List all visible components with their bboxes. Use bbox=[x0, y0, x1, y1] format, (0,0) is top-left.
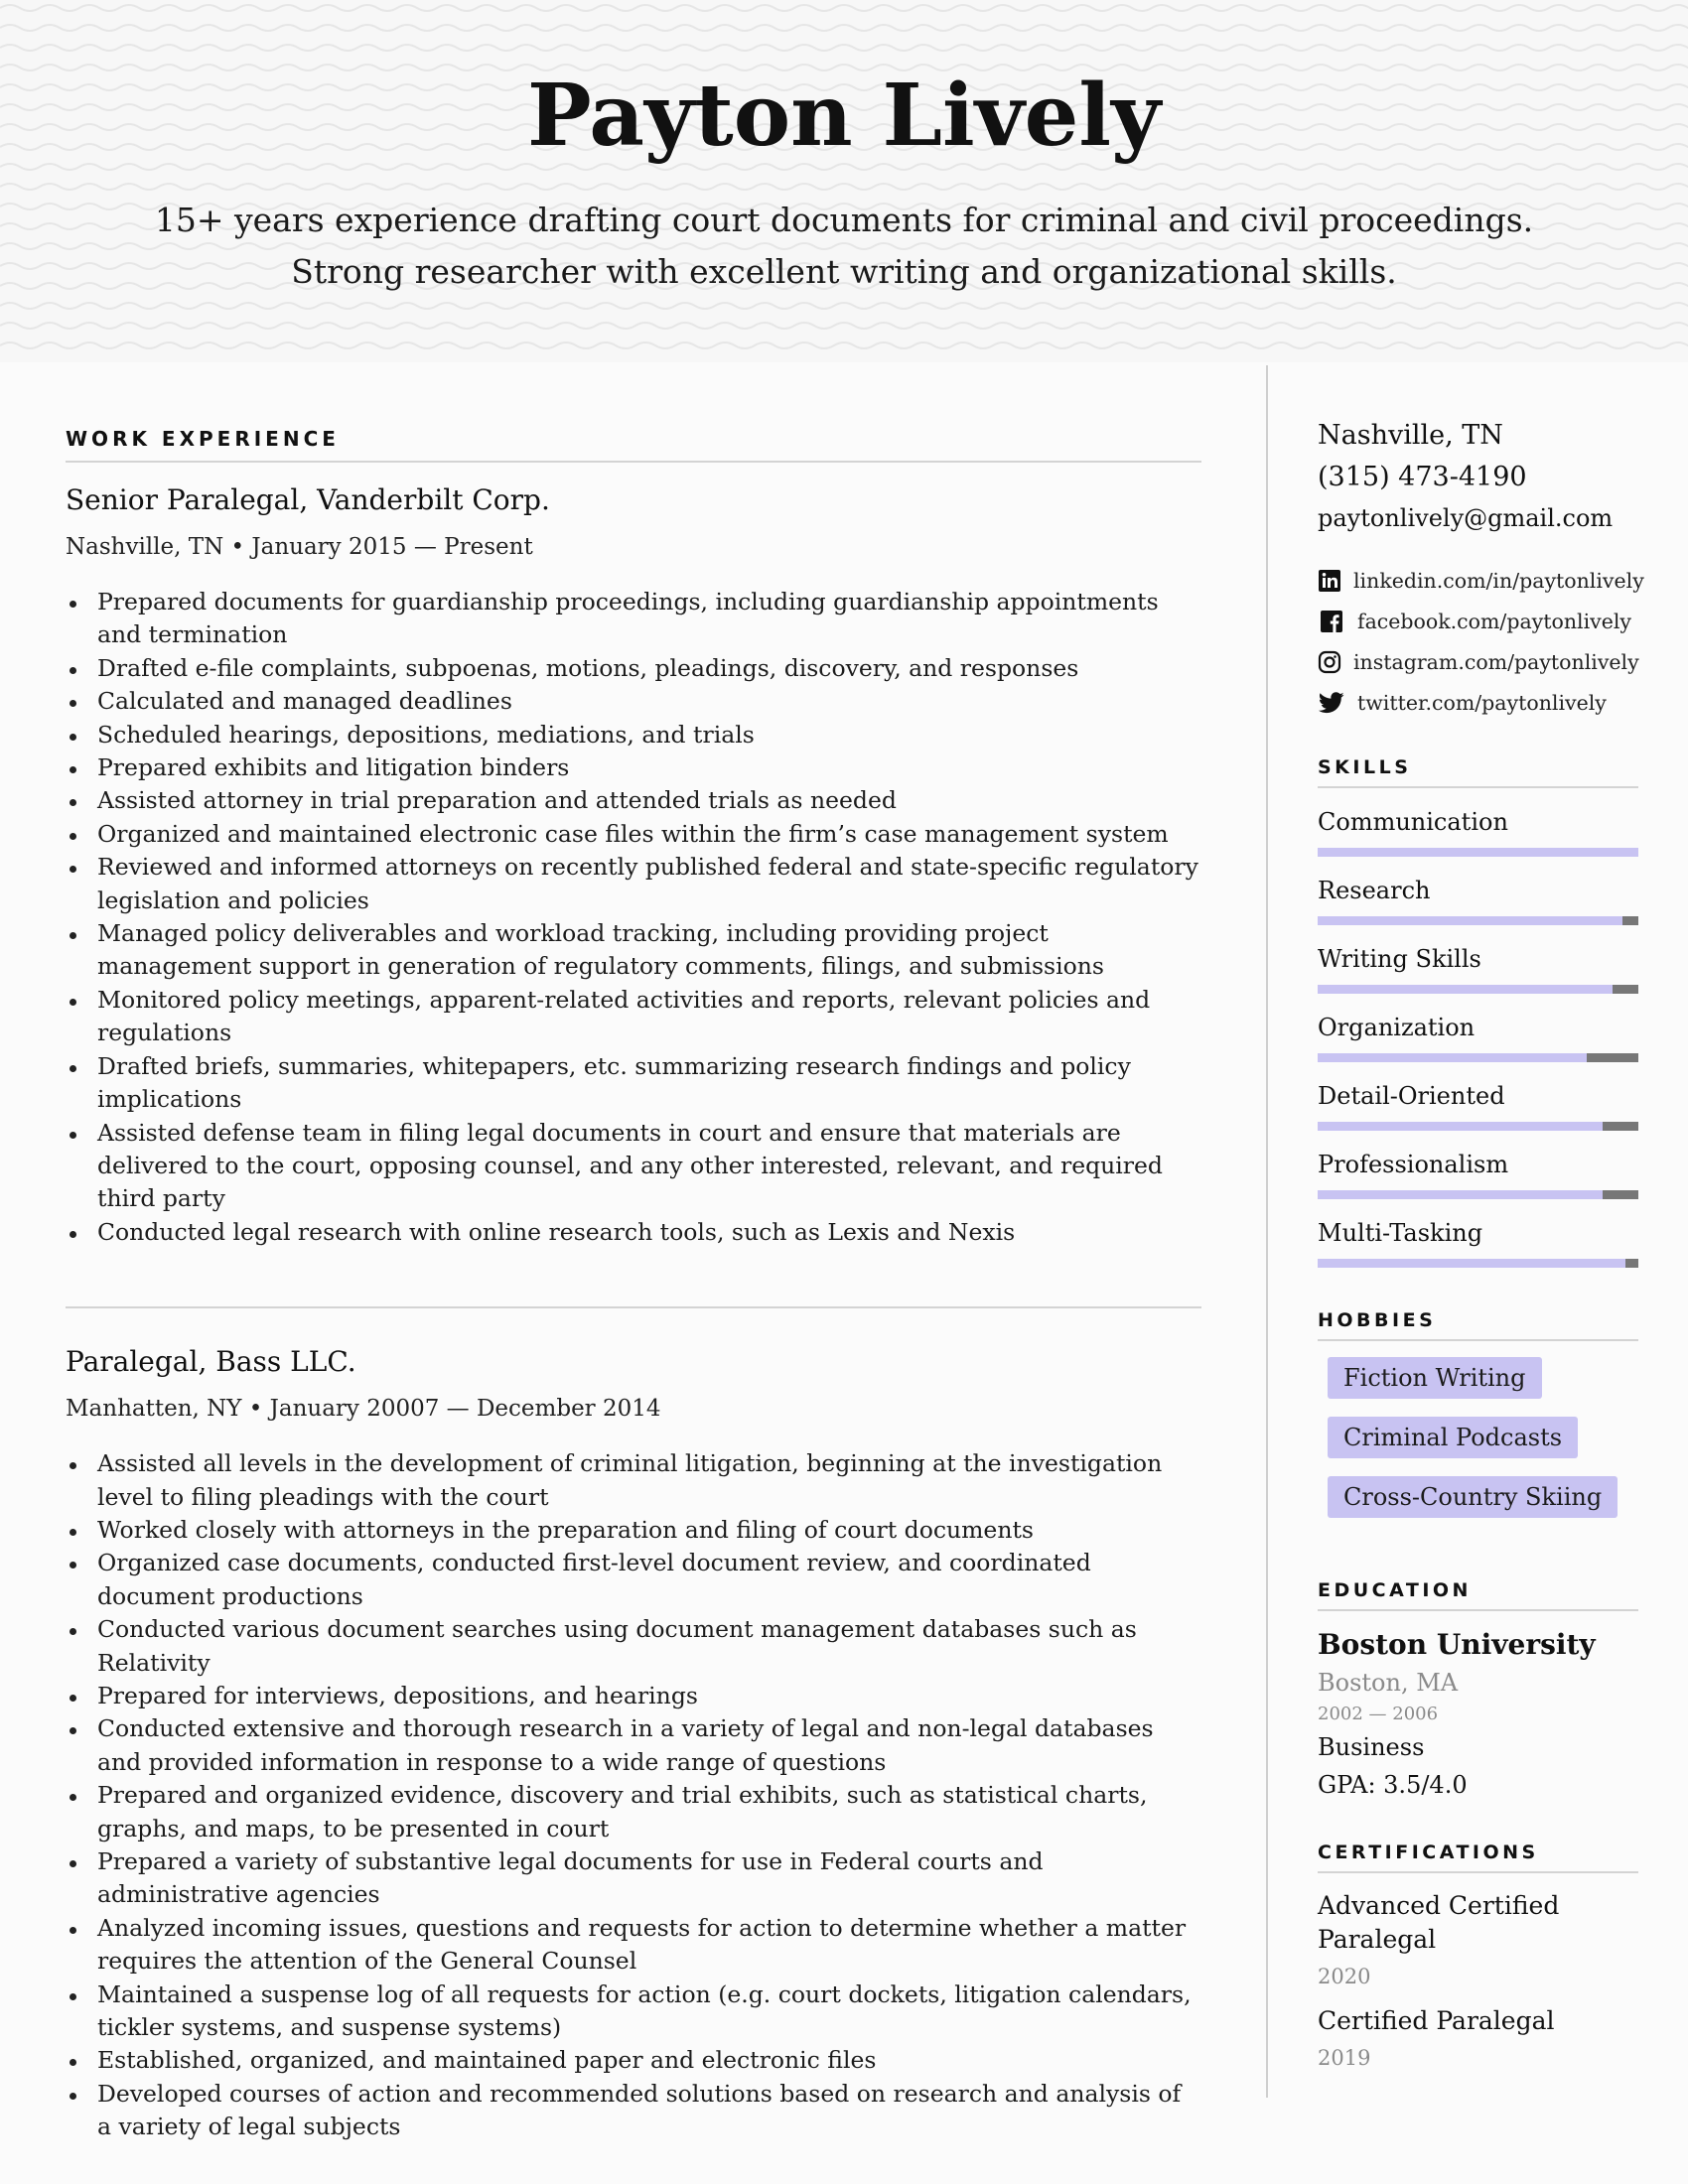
section-rule bbox=[1318, 1609, 1638, 1611]
job-bullet: Reviewed and informed attorneys on recently published federal and state-specific regulatory legislation and policies bbox=[97, 851, 1201, 917]
skill-name: Writing Skills bbox=[1318, 945, 1481, 973]
job-title: Senior Paralegal, Vanderbilt Corp. bbox=[66, 483, 550, 516]
job-bullet: Worked closely with attorneys in the preparation and filing of court documents bbox=[97, 1514, 1201, 1547]
skill-name: Organization bbox=[1318, 1014, 1476, 1041]
wave-pattern-background bbox=[0, 0, 1688, 362]
skill-level-bar bbox=[1318, 916, 1638, 925]
education-location: Boston, MA bbox=[1318, 1669, 1459, 1697]
job-bullet: Assisted attorney in trial preparation and attended trials as needed bbox=[97, 784, 1201, 817]
section-rule bbox=[1318, 1339, 1638, 1341]
contact-email[interactable]: paytonlively@gmail.com bbox=[1318, 504, 1614, 532]
hobby-tag: Fiction Writing bbox=[1328, 1357, 1542, 1399]
hobbies-heading: HOBBIES bbox=[1318, 1309, 1437, 1331]
skill-level-fill bbox=[1318, 985, 1613, 994]
education-heading: EDUCATION bbox=[1318, 1579, 1472, 1601]
main-column bbox=[66, 427, 1201, 2144]
skill-level-bar bbox=[1318, 848, 1638, 857]
job-bullet: Organized case documents, conducted first-level document review, and coordinated document productions bbox=[97, 1547, 1201, 1613]
job-bullets bbox=[66, 586, 1201, 1249]
job-bullet: Monitored policy meetings, apparent-related activities and reports, relevant policies and regulations bbox=[97, 984, 1201, 1050]
job-bullet: Developed courses of action and recommended solutions based on research and analysis of a variety of legal subjects bbox=[97, 2078, 1201, 2144]
side-column bbox=[1318, 415, 1644, 2078]
job-bullet: Managed policy deliverables and workload tracking, including providing project management support in generation of regulatory comments, filings, and submissions bbox=[97, 917, 1201, 984]
certification-name: Certified Paralegal bbox=[1318, 2006, 1555, 2035]
section-rule bbox=[1318, 1871, 1638, 1873]
skill-level-bar bbox=[1318, 1053, 1638, 1062]
education-school: Boston University bbox=[1318, 1628, 1596, 1661]
job-meta: Manhatten, NY • January 20007 — December 2014 bbox=[66, 1396, 661, 1423]
skill-item bbox=[1318, 1012, 1638, 1062]
skills-section bbox=[1318, 756, 1638, 1268]
job-bullet: Maintained a suspense log of all requests for action (e.g. court dockets, litigation calendars, tickler systems, and suspense systems) bbox=[97, 1979, 1201, 2045]
job-bullet: Analyzed incoming issues, questions and requests for action to determine whether a matter requires the attention of the General Counsel bbox=[97, 1912, 1201, 1979]
education-field: Business bbox=[1318, 1733, 1425, 1761]
social-link-twitter[interactable] bbox=[1318, 682, 1638, 723]
job-bullet: Organized and maintained electronic case files within the firm’s case management system bbox=[97, 818, 1201, 851]
skill-level-bar bbox=[1318, 985, 1638, 994]
job-bullet: Prepared documents for guardianship proceedings, including guardianship appointments and termination bbox=[97, 586, 1201, 652]
education-years: 2002 — 2006 bbox=[1318, 1704, 1439, 1724]
skill-name: Communication bbox=[1318, 808, 1508, 836]
job-bullet: Assisted all levels in the development of criminal litigation, beginning at the investigation level to filing pleadings with the court bbox=[97, 1447, 1201, 1514]
job-bullet: Conducted legal research with online research tools, such as Lexis and Nexis bbox=[97, 1216, 1201, 1249]
skill-item bbox=[1318, 1080, 1638, 1131]
skill-level-fill bbox=[1318, 1053, 1587, 1062]
skill-name: Multi-Tasking bbox=[1318, 1219, 1483, 1247]
certification-year: 2019 bbox=[1318, 2046, 1371, 2070]
resume-header bbox=[0, 0, 1688, 362]
skill-level-bar bbox=[1318, 1122, 1638, 1131]
skill-level-fill bbox=[1318, 916, 1622, 925]
certification-item bbox=[1318, 2004, 1638, 2078]
skills-list bbox=[1318, 806, 1638, 1268]
job-bullet: Assisted defense team in filing legal documents in court and ensure that materials are delivered to the court, opposing counsel, and any other interested, relevant, and required third party bbox=[97, 1117, 1201, 1216]
skills-heading: SKILLS bbox=[1318, 756, 1412, 778]
job-entry bbox=[66, 480, 1201, 1249]
job-bullet: Drafted e-file complaints, subpoenas, motions, pleadings, discovery, and responses bbox=[97, 652, 1201, 685]
hobbies-list bbox=[1318, 1357, 1638, 1536]
skill-name: Research bbox=[1318, 877, 1431, 904]
skill-level-fill bbox=[1318, 1259, 1625, 1268]
hobbies-section bbox=[1318, 1309, 1638, 1536]
skill-level-bar bbox=[1318, 1259, 1638, 1268]
skill-level-bar bbox=[1318, 1190, 1638, 1199]
social-link-linkedin[interactable] bbox=[1318, 560, 1644, 601]
contact-city: Nashville, TN bbox=[1318, 420, 1503, 451]
education-section bbox=[1318, 1579, 1638, 1804]
social-link-text: instagram.com/paytonlively bbox=[1353, 649, 1639, 674]
job-bullet: Prepared a variety of substantive legal documents for use in Federal courts and administrative agencies bbox=[97, 1845, 1201, 1912]
social-links bbox=[1318, 560, 1644, 723]
hobby-tag: Criminal Podcasts bbox=[1328, 1417, 1578, 1458]
summary-line-2: Strong researcher with excellent writing and organizational skills. bbox=[291, 252, 1397, 291]
job-entry bbox=[66, 1342, 1201, 2144]
skill-name: Detail-Oriented bbox=[1318, 1082, 1505, 1110]
linkedin-icon bbox=[1318, 567, 1341, 595]
job-bullet: Scheduled hearings, depositions, mediations, and trials bbox=[97, 719, 1201, 751]
summary-line-1: 15+ years experience drafting court documents for criminal and civil proceedings. bbox=[154, 201, 1534, 239]
skill-item bbox=[1318, 875, 1638, 925]
job-bullet: Prepared and organized evidence, discovery and trial exhibits, such as statistical charts, graphs, and maps, to be presented in court bbox=[97, 1779, 1201, 1845]
certification-year: 2020 bbox=[1318, 1965, 1371, 1988]
work-experience-heading: WORK EXPERIENCE bbox=[66, 427, 340, 451]
job-meta: Nashville, TN • January 2015 — Present bbox=[66, 534, 533, 560]
job-bullet: Conducted various document searches using document management databases such as Relativity bbox=[97, 1613, 1201, 1680]
skill-level-fill bbox=[1318, 1122, 1603, 1131]
job-title: Paralegal, Bass LLC. bbox=[66, 1345, 356, 1379]
certification-item bbox=[1318, 1889, 1638, 1996]
candidate-name: Payton Lively bbox=[526, 66, 1162, 166]
social-link-facebook[interactable] bbox=[1318, 601, 1638, 641]
twitter-icon bbox=[1318, 689, 1345, 717]
job-bullet: Prepared for interviews, depositions, and hearings bbox=[97, 1680, 1201, 1712]
skill-item bbox=[1318, 943, 1638, 994]
hobby-tag: Cross-Country Skiing bbox=[1328, 1476, 1618, 1518]
section-rule bbox=[1318, 786, 1638, 788]
social-link-text: linkedin.com/in/paytonlively bbox=[1353, 568, 1644, 593]
job-bullet: Established, organized, and maintained paper and electronic files bbox=[97, 2044, 1201, 2077]
skill-item bbox=[1318, 1217, 1638, 1268]
certification-name: Advanced Certified Paralegal bbox=[1318, 1891, 1560, 1954]
facebook-icon bbox=[1318, 608, 1345, 635]
skill-level-fill bbox=[1318, 848, 1638, 857]
job-bullet: Conducted extensive and thorough research in a variety of legal and non-legal databases and provided information in response to a wide range of questions bbox=[97, 1712, 1201, 1779]
social-link-text: twitter.com/paytonlively bbox=[1357, 690, 1607, 715]
summary bbox=[79, 195, 1609, 298]
education-gpa: GPA: 3.5/4.0 bbox=[1318, 1771, 1468, 1799]
job-bullet: Drafted briefs, summaries, whitepapers, etc. summarizing research findings and policy implications bbox=[97, 1050, 1201, 1117]
skill-name: Professionalism bbox=[1318, 1151, 1509, 1178]
job-bullets bbox=[66, 1447, 1201, 2144]
job-bullet: Calculated and managed deadlines bbox=[97, 685, 1201, 718]
instagram-icon bbox=[1318, 648, 1341, 676]
job-separator bbox=[66, 1306, 1201, 1308]
section-rule bbox=[66, 461, 1201, 463]
column-divider bbox=[1266, 365, 1268, 2098]
skill-item bbox=[1318, 806, 1638, 857]
contact-phone: (315) 473-4190 bbox=[1318, 462, 1527, 492]
certifications-heading: CERTIFICATIONS bbox=[1318, 1842, 1539, 1863]
certifications-section bbox=[1318, 1842, 1638, 2078]
social-link-text: facebook.com/paytonlively bbox=[1357, 609, 1632, 633]
job-bullet: Prepared exhibits and litigation binders bbox=[97, 751, 1201, 784]
social-link-instagram[interactable] bbox=[1318, 641, 1638, 682]
skill-item bbox=[1318, 1149, 1638, 1199]
skill-level-fill bbox=[1318, 1190, 1603, 1199]
